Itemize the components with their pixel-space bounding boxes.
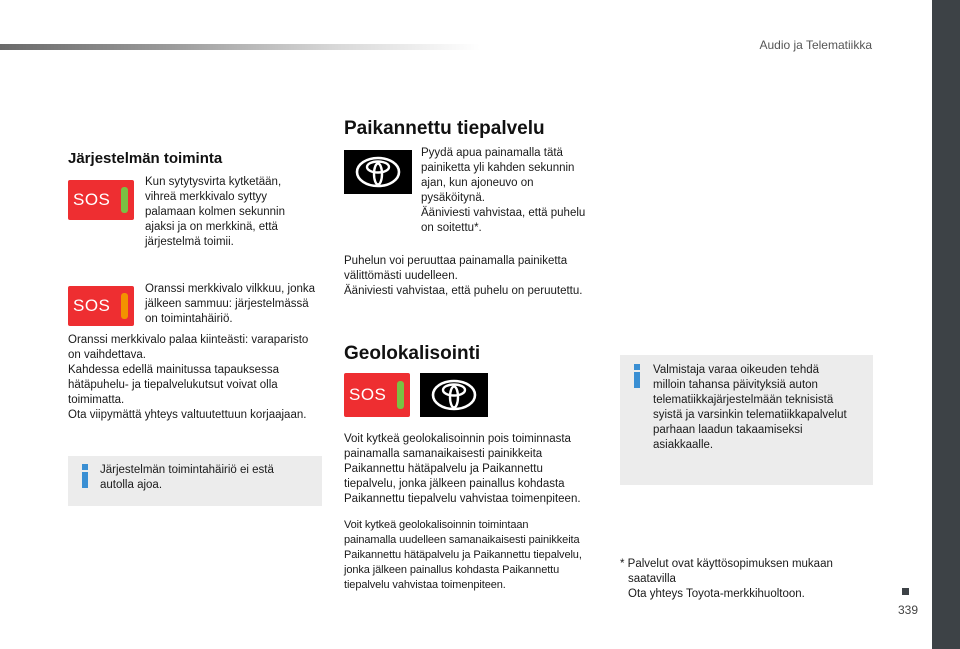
info-icon: [634, 364, 640, 388]
page-number: 339: [898, 603, 919, 617]
note-text-left: Järjestelmän toimintahäiriö ei estä autolla ajoa.: [100, 464, 274, 491]
roadside-assistance-heading: Paikannettu tiepalvelu: [344, 118, 545, 139]
header-gradient-bar: [0, 44, 480, 50]
green-lamp-icon: [121, 187, 128, 213]
geo-off-text: Voit kytkeä geolokalisoinnin pois toiminnasta painamalla samanaikaisesti painikkeita Paikannettu hätäpalvelu ja Paikannettu tiepalvelu, jonka jälkeen painallus kohdasta Paikannettu tiepalvelu vahvistaa toimenpiteen.: [344, 433, 581, 505]
sos-button-geo: [344, 373, 410, 417]
green-lamp-text: Kun sytytysvirta kytketään, vihreä merkkivalo syttyy palamaan kolmen sekunnin ajaksi ja on merkkinä, että järjestelmä toimii.: [145, 176, 286, 248]
note-text-right: Valmistaja varaa oikeuden tehdä milloin tahansa päivityksiä auton telematiikkajärjestelmään teknisistä syistä ja varsinkin telematiikkapalvelut parhaan laadun takaamiseksi asiakkaalle.: [653, 364, 847, 451]
geo-on-text: Voit kytkeä geolokalisoinnin toimintaan painamalla uudelleen samanaikaisesti painikkeita Paikannettu hätäpalvelu ja Paikannettu tiepalvelu, jonka jälkeen painallus kohdasta Paikannettu tiepalvelu vahvistaa toimenpiteen.: [344, 519, 582, 591]
sos-label: SOS: [73, 296, 111, 315]
note-box-left: [68, 456, 322, 506]
info-icon: [82, 464, 88, 488]
geolocation-heading: Geolokalisointi: [344, 343, 481, 364]
green-lamp-icon: [397, 381, 404, 409]
sos-button-green: [68, 180, 134, 220]
orange-steady-text: Oranssi merkkivalo palaa kiinteästi: varaparisto on vaihdettava. Kahdessa edellä mainitussa tapauksessa hätäpuhelu- ja tiepalvelukutsut voivat olla toimimatta. Ota viipymättä yhteys valtuutettuun korjaajaan.: [68, 334, 309, 421]
sos-label: SOS: [349, 385, 387, 404]
toyota-button-text: Pyydä apua painamalla tätä painiketta yli kahden sekunnin ajan, kun ajoneuvo on pysäköitynä. Ääniviesti vahvistaa, että puhelu on soitettu*.: [421, 147, 586, 234]
sos-button-orange: [68, 286, 134, 326]
sos-label: SOS: [73, 190, 111, 209]
orange-lamp-icon: [121, 293, 128, 319]
section-title: Audio ja Telematiikka: [759, 38, 872, 52]
system-operation-heading: Järjestelmän toiminta: [68, 150, 223, 167]
note-box-right: [620, 355, 873, 485]
toyota-button-geo: [420, 373, 488, 417]
page-marker: [902, 588, 909, 595]
side-band: [932, 0, 960, 649]
toyota-logo-icon: [355, 156, 401, 188]
cancel-call-text: Puhelun voi peruuttaa painamalla painiketta välittömästi uudelleen. Ääniviesti vahvistaa, että puhelu on peruutettu.: [344, 255, 583, 297]
toyota-logo-icon: [431, 379, 477, 411]
orange-lamp-text: Oranssi merkkivalo vilkkuu, jonka jälkeen sammuu: järjestelmässä on toimintahäiriö.: [145, 283, 316, 325]
footnote: * Palvelut ovat käyttösopimuksen mukaan saatavilla Ota yhteys Toyota-merkkihuoltoon.: [620, 558, 833, 600]
toyota-button: [344, 150, 412, 194]
